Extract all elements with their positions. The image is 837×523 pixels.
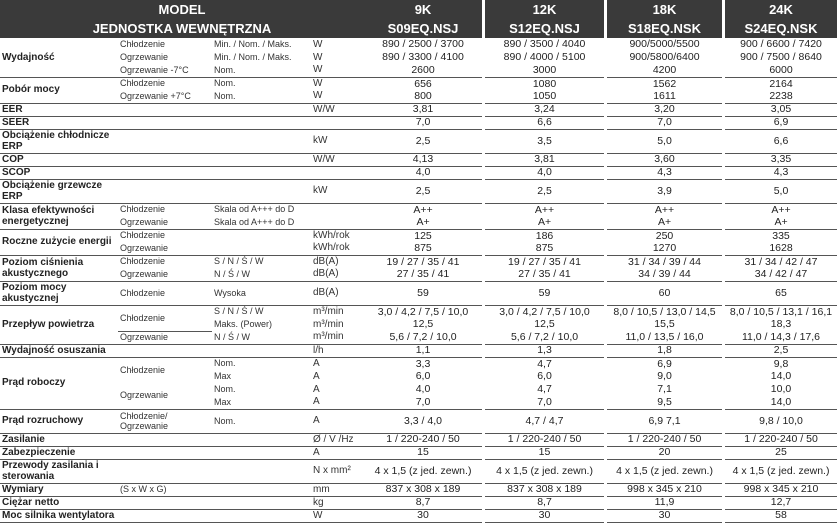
row-unit: W <box>313 38 323 50</box>
row-condition <box>212 179 311 203</box>
spec-row <box>0 483 837 496</box>
row-unit: dB(A) <box>311 268 364 281</box>
model-s09: S09EQ.NSJ <box>387 21 459 36</box>
row-condition <box>212 446 311 459</box>
capacity-9k: 9K <box>414 2 432 17</box>
spec-row <box>0 116 837 129</box>
row-value-4: 10,0 <box>770 383 792 396</box>
row-value-4: 12,7 <box>725 496 837 509</box>
row-category: Klasa efektywności energetycznej <box>0 203 118 229</box>
row-category: Przewody zasilania i sterowania <box>0 459 118 483</box>
row-unit: mm <box>311 483 364 496</box>
row-value-4: 2238 <box>725 90 837 103</box>
row-value-4: 1628 <box>725 242 837 255</box>
row-category: EER <box>0 103 118 116</box>
model-label-cell <box>0 0 482 19</box>
row-value-1: 1,1 <box>364 344 482 357</box>
row-condition <box>212 459 311 483</box>
row-value-4: 25 <box>725 446 837 459</box>
row-value-4: 3,35 <box>725 153 837 166</box>
row-subcategory <box>118 344 212 357</box>
row-value-2: 6,0 <box>537 370 552 383</box>
row-unit <box>311 116 364 129</box>
spec-row <box>0 446 837 459</box>
row-value-3: A++ <box>654 203 675 216</box>
row-subcategory <box>118 103 212 116</box>
row-value-1: 59 <box>364 281 482 305</box>
spec-row <box>0 179 837 203</box>
row-value-1: 8,7 <box>364 496 482 509</box>
row-value-3: A+ <box>607 216 722 229</box>
row-value-2: 875 <box>485 242 604 255</box>
spec-row <box>0 255 837 268</box>
row-category: Wydajność <box>0 38 118 77</box>
row-value-3: 6,9 <box>657 357 672 370</box>
row-value-3: 1 / 220-240 / 50 <box>607 433 722 446</box>
row-value-3: 30 <box>607 509 722 522</box>
row-value-2: 837 x 308 x 189 <box>485 483 604 496</box>
row-value-3: 7,1 <box>657 383 672 396</box>
row-value-1: 875 <box>364 242 482 255</box>
spec-row <box>0 203 837 216</box>
row-unit: m³/min <box>311 331 364 344</box>
row-value-1: 890 / 3300 / 4100 <box>382 51 464 64</box>
row-value-2: 30 <box>485 509 604 522</box>
row-condition: N / Ś / W <box>212 331 311 344</box>
row-value-1: 4 x 1,5 (z jed. zewn.) <box>364 459 482 483</box>
row-value-3: 7,0 <box>607 116 722 129</box>
row-value-1: 4,0 <box>364 166 482 179</box>
row-unit: A <box>311 446 364 459</box>
row-value-2: 3,0 / 4,2 / 7,5 / 10,0 <box>499 305 590 318</box>
row-value-1: 6,0 <box>415 370 431 383</box>
model-s24: S24EQ.NSK <box>725 19 837 38</box>
row-value-1: 890 / 2500 / 3700 <box>382 38 464 51</box>
row-value-4: 2,5 <box>725 344 837 357</box>
row-category: Wydajność osuszania <box>0 344 118 357</box>
row-value-4: 34 / 42 / 47 <box>725 268 837 281</box>
row-subcategory: Ogrzewanie <box>120 52 169 62</box>
row-value-1: 3,3 / 4,0 <box>364 409 482 433</box>
row-condition: Skala od A+++ do D <box>214 204 295 215</box>
row-condition: Skala od A+++ do D <box>212 216 311 229</box>
row-value-2: 8,7 <box>485 496 604 509</box>
row-subcategory: Chłodzenie <box>120 256 166 267</box>
spec-row <box>0 38 837 51</box>
row-condition: Max <box>212 396 311 409</box>
row-value-2: 1080 <box>532 77 557 90</box>
row-unit: Ø / V /Hz <box>311 433 364 446</box>
row-value-3: 20 <box>607 446 722 459</box>
row-category: Przepływ powietrza <box>0 305 118 344</box>
spec-row <box>0 229 837 242</box>
row-value-4: 14,0 <box>770 370 792 383</box>
row-category: Obciążenie chłodnicze ERP <box>0 129 118 153</box>
row-unit <box>311 216 364 229</box>
row-value-2: 19 / 27 / 35 / 41 <box>508 255 581 268</box>
row-value-2: 5,6 / 7,2 / 10,0 <box>485 331 604 344</box>
row-unit: W/W <box>311 103 364 116</box>
row-unit: kW <box>311 129 364 153</box>
row-subcategory <box>118 129 212 153</box>
row-value-3: 11,0 / 13,5 / 16,0 <box>607 331 722 344</box>
row-unit <box>311 166 364 179</box>
row-value-2: A++ <box>534 203 555 216</box>
unit-label: JEDNOSTKA WEWNĘTRZNA <box>92 21 272 36</box>
row-condition <box>212 344 311 357</box>
spec-row <box>0 331 837 344</box>
row-subcategory <box>118 116 212 129</box>
row-value-1: 125 <box>414 229 432 242</box>
row-value-4: 6000 <box>725 64 837 77</box>
spec-row <box>0 496 837 509</box>
row-unit: A <box>311 396 364 409</box>
row-subcategory: Chłodzenie <box>118 305 212 331</box>
row-condition <box>212 242 311 255</box>
row-value-2: 3000 <box>485 64 604 77</box>
row-condition: Min. / Nom. / Maks. <box>214 39 292 49</box>
row-value-2: 1,3 <box>485 344 604 357</box>
row-value-3: 4,3 <box>607 166 722 179</box>
row-subcategory <box>118 433 212 446</box>
row-value-2: 3,81 <box>485 153 604 166</box>
row-condition <box>212 483 311 496</box>
row-value-4: 11,0 / 14,3 / 17,6 <box>725 331 837 344</box>
row-value-2: 4,0 <box>485 166 604 179</box>
row-value-4: 9,8 / 10,0 <box>725 409 837 433</box>
row-value-3: 15,5 <box>654 318 675 331</box>
row-unit: dB(A) <box>313 255 339 267</box>
spec-row <box>0 281 837 305</box>
row-subcategory <box>118 459 212 483</box>
spec-row <box>0 77 837 90</box>
row-value-2: 1050 <box>485 90 604 103</box>
row-value-4: 4 x 1,5 (z jed. zewn.) <box>725 459 837 483</box>
row-condition: Max <box>214 371 232 381</box>
row-condition: Nom. <box>214 358 236 369</box>
spec-row <box>0 242 837 255</box>
spec-row <box>0 64 837 77</box>
row-condition: Nom. <box>212 64 311 77</box>
row-category: Wymiary <box>0 483 118 496</box>
row-category: SCOP <box>0 166 118 179</box>
row-subcategory <box>118 509 212 522</box>
row-subcategory: (S x W x G) <box>118 483 212 496</box>
spec-row <box>0 357 837 370</box>
row-value-3: 6,9 7,1 <box>607 409 722 433</box>
row-value-3: 1562 <box>652 77 677 90</box>
row-value-2: 4 x 1,5 (z jed. zewn.) <box>485 459 604 483</box>
row-unit: l/h <box>311 344 364 357</box>
spec-row <box>0 216 837 229</box>
row-subcategory <box>118 179 212 203</box>
spec-row <box>0 409 837 433</box>
row-value-4: 6,9 <box>725 116 837 129</box>
row-value-4: 5,0 <box>725 179 837 203</box>
row-value-1: 19 / 27 / 35 / 41 <box>386 255 460 268</box>
row-value-4: 65 <box>725 281 837 305</box>
model-s12: S12EQ.NSJ <box>485 19 604 38</box>
row-condition <box>212 129 311 153</box>
row-value-4: 998 x 345 x 210 <box>725 483 837 496</box>
row-value-1: 27 / 35 / 41 <box>364 268 482 281</box>
row-condition <box>212 153 311 166</box>
row-subcategory: Chłodzenie <box>120 364 166 375</box>
spec-row <box>0 268 837 281</box>
row-category: Zabezpieczenie <box>0 446 118 459</box>
spec-row <box>0 51 837 64</box>
row-value-1: 1 / 220-240 / 50 <box>364 433 482 446</box>
row-value-3: 5,0 <box>607 129 722 153</box>
row-subcategory <box>118 446 212 459</box>
row-value-3: 4 x 1,5 (z jed. zewn.) <box>607 459 722 483</box>
row-subcategory: Ogrzewanie <box>118 216 212 229</box>
row-value-3: 31 / 34 / 39 / 44 <box>628 255 701 268</box>
row-value-3: 1611 <box>607 90 722 103</box>
row-value-3: 900/5800/6400 <box>629 51 700 64</box>
row-value-4: 900 / 7500 / 8640 <box>740 51 822 64</box>
row-value-3: 998 x 345 x 210 <box>607 483 722 496</box>
row-unit: W <box>313 77 323 89</box>
row-value-1: 656 <box>414 77 432 90</box>
row-condition <box>212 103 311 116</box>
row-value-3: 900/5000/5500 <box>629 38 700 51</box>
row-category: Prąd roboczy <box>0 357 118 409</box>
row-condition <box>212 166 311 179</box>
row-condition <box>212 509 311 522</box>
spec-row <box>0 509 837 522</box>
unit-label-cell <box>0 19 482 38</box>
row-value-2: 890 / 4000 / 5100 <box>503 51 586 64</box>
row-value-4: 4,3 <box>725 166 837 179</box>
row-value-3: 3,60 <box>607 153 722 166</box>
row-subcategory: Ogrzewanie <box>118 242 212 255</box>
row-condition <box>212 229 311 242</box>
row-value-1: 837 x 308 x 189 <box>364 483 482 496</box>
spec-row <box>0 433 837 446</box>
row-value-2: 6,6 <box>485 116 604 129</box>
row-value-4: 335 <box>772 229 790 242</box>
row-value-1: 2,5 <box>364 179 482 203</box>
row-condition: S / N / Ś / W <box>214 256 264 267</box>
row-subcategory: Ogrzewanie +7°C <box>118 90 212 103</box>
row-condition: Nom. <box>212 90 311 103</box>
row-subcategory: Chłodzenie/ Ogrzewanie <box>118 409 212 433</box>
row-value-1: 2600 <box>364 64 482 77</box>
row-subcategory: Ogrzewanie <box>118 331 212 344</box>
row-value-3: 1,8 <box>607 344 722 357</box>
row-category: Roczne zużycie energii <box>0 229 118 255</box>
spec-row <box>0 344 837 357</box>
row-value-1: 3,3 <box>415 357 431 370</box>
row-subcategory: Chłodzenie <box>120 39 166 49</box>
row-subcategory: Ogrzewanie -7°C <box>118 64 212 77</box>
row-condition: Nom. <box>212 409 311 433</box>
row-condition: Wysoka <box>212 281 311 305</box>
row-unit: W/W <box>311 153 364 166</box>
row-unit: m³/min <box>313 305 344 317</box>
capacity-18k: 18K <box>607 0 722 19</box>
row-value-2: 3,5 <box>485 129 604 153</box>
row-condition: Nom. <box>214 78 236 89</box>
row-value-1: 800 <box>364 90 482 103</box>
header-row-unit <box>0 19 837 38</box>
row-value-2: 1 / 220-240 / 50 <box>485 433 604 446</box>
row-value-2: 2,5 <box>485 179 604 203</box>
row-unit: A <box>313 357 320 369</box>
row-unit: W <box>313 51 323 63</box>
row-unit: kWh/rok <box>311 242 364 255</box>
row-value-4: 900 / 6600 / 7420 <box>740 38 822 51</box>
row-value-4: A+ <box>725 216 837 229</box>
row-value-2: 12,5 <box>534 318 555 331</box>
row-category: Poziom mocy akustycznej <box>0 281 118 305</box>
row-subcategory: Ogrzewanie <box>118 268 212 281</box>
row-category: Obciążenie grzewcze ERP <box>0 179 118 203</box>
row-value-2: 4,7 <box>537 357 552 370</box>
row-unit <box>311 203 364 216</box>
header-row-model <box>0 0 837 19</box>
model-label: MODEL <box>158 2 206 17</box>
spec-row <box>0 459 837 483</box>
row-value-3: 9,5 <box>607 396 722 409</box>
row-value-2: 4,7 / 4,7 <box>485 409 604 433</box>
row-value-3: 3,9 <box>607 179 722 203</box>
row-value-1: 3,81 <box>364 103 482 116</box>
row-subcategory <box>118 166 212 179</box>
row-value-3: 9,0 <box>657 370 672 383</box>
row-condition: Min. / Nom. / Maks. <box>214 52 292 62</box>
row-value-2: 3,24 <box>485 103 604 116</box>
row-unit: W <box>311 90 364 103</box>
row-category: Moc silnika wentylatora <box>0 509 118 522</box>
row-condition <box>212 116 311 129</box>
row-value-1: 4,0 <box>415 383 431 396</box>
row-value-3: 34 / 39 / 44 <box>607 268 722 281</box>
row-value-4: 2164 <box>769 77 793 90</box>
row-subcategory: Ogrzewanie <box>118 383 212 409</box>
row-unit: kWh/rok <box>313 229 350 241</box>
row-subcategory: Chłodzenie <box>120 230 166 241</box>
row-subcategory: Chłodzenie <box>120 204 166 215</box>
row-value-4: 31 / 34 / 42 / 47 <box>744 255 818 268</box>
row-category: Poziom ciśnienia akustycznego <box>0 255 118 281</box>
row-value-4: 3,05 <box>725 103 837 116</box>
row-value-4: 18,3 <box>770 318 792 331</box>
spec-row <box>0 90 837 103</box>
row-category: Prąd rozruchowy <box>0 409 118 433</box>
row-value-4: 9,8 <box>773 357 789 370</box>
row-value-1: 3,0 / 4,2 / 7,5 / 10,0 <box>377 305 469 318</box>
row-value-3: 4200 <box>607 64 722 77</box>
capacity-12k: 12K <box>485 0 604 19</box>
row-value-2: 7,0 <box>485 396 604 409</box>
row-value-4: A++ <box>771 203 791 216</box>
row-value-4: 14,0 <box>725 396 837 409</box>
row-value-1: 15 <box>364 446 482 459</box>
row-condition <box>212 433 311 446</box>
capacity-24k: 24K <box>725 0 837 19</box>
row-value-2: 890 / 3500 / 4040 <box>503 38 586 51</box>
row-value-3: 8,0 / 10,5 / 13,0 / 14,5 <box>613 305 716 318</box>
row-value-3: 250 <box>655 229 674 242</box>
row-value-2: 27 / 35 / 41 <box>485 268 604 281</box>
row-unit: A <box>313 383 320 395</box>
row-value-1: A+ <box>364 216 482 229</box>
row-unit: W <box>311 509 364 522</box>
row-category: Pobór mocy <box>0 77 118 103</box>
spec-row <box>0 305 837 318</box>
row-value-1: 30 <box>364 509 482 522</box>
row-value-2: 4,7 <box>537 383 552 396</box>
row-value-3: 11,9 <box>607 496 722 509</box>
row-value-1: 7,0 <box>364 116 482 129</box>
row-condition: S / N / Ś / W <box>214 306 264 317</box>
model-s18: S18EQ.NSK <box>607 19 722 38</box>
row-condition: Maks. (Power) <box>214 319 273 329</box>
row-unit: dB(A) <box>311 281 364 305</box>
row-value-4: 58 <box>725 509 837 522</box>
row-value-4: 8,0 / 10,5 / 13,1 / 16,1 <box>729 305 833 318</box>
row-category: Ciężar netto <box>0 496 118 509</box>
spec-row <box>0 129 837 153</box>
row-value-3: 1270 <box>607 242 722 255</box>
spec-row <box>0 103 837 116</box>
row-unit: kg <box>311 496 364 509</box>
row-subcategory: Chłodzenie <box>118 281 212 305</box>
row-subcategory <box>118 496 212 509</box>
row-subcategory <box>118 153 212 166</box>
row-condition: Nom. <box>214 384 236 394</box>
row-value-1: 7,0 <box>364 396 482 409</box>
spec-row <box>0 153 837 166</box>
row-value-3: 3,20 <box>607 103 722 116</box>
row-value-1: A++ <box>413 203 433 216</box>
row-value-2: A+ <box>485 216 604 229</box>
row-category: SEER <box>0 116 118 129</box>
row-value-2: 59 <box>485 281 604 305</box>
row-unit: N x mm² <box>311 459 364 483</box>
row-value-1: 4,13 <box>364 153 482 166</box>
row-condition: N / Ś / W <box>212 268 311 281</box>
row-category: COP <box>0 153 118 166</box>
row-unit: W <box>311 64 364 77</box>
row-unit: A <box>311 409 364 433</box>
row-unit: kW <box>311 179 364 203</box>
row-value-1: 12,5 <box>412 318 434 331</box>
spec-row <box>0 166 837 179</box>
row-value-2: 15 <box>485 446 604 459</box>
row-subcategory: Chłodzenie <box>120 78 166 89</box>
row-condition <box>212 496 311 509</box>
spec-row <box>0 383 837 396</box>
row-value-2: 186 <box>535 229 554 242</box>
row-value-3: 60 <box>607 281 722 305</box>
row-value-4: 6,6 <box>725 129 837 153</box>
row-value-4: 1 / 220-240 / 50 <box>725 433 837 446</box>
row-unit: m³/min <box>313 318 344 330</box>
row-value-1: 5,6 / 7,2 / 10,0 <box>364 331 482 344</box>
row-category: Zasilanie <box>0 433 118 446</box>
row-unit: A <box>313 370 320 382</box>
spec-body <box>0 38 837 522</box>
row-value-1: 2,5 <box>364 129 482 153</box>
